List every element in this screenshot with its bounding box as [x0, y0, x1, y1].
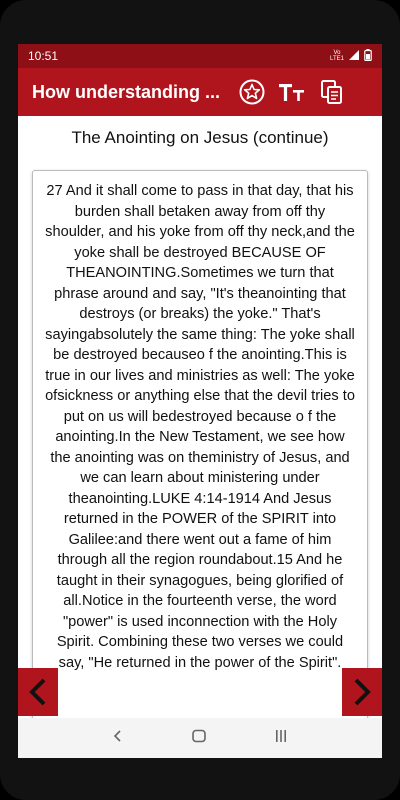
back-icon: [111, 729, 125, 743]
home-icon: [191, 728, 207, 744]
star-icon: [239, 79, 265, 105]
battery-icon: [364, 49, 372, 63]
status-bar: [18, 44, 382, 68]
system-home-button[interactable]: [191, 728, 207, 749]
recents-icon: [273, 728, 289, 744]
app-title: How understanding ...: [32, 81, 220, 102]
page-title: The Anointing on Jesus (continue): [71, 128, 329, 147]
copy-icon: [320, 79, 344, 105]
volte-label: Vo LTE1: [330, 50, 344, 62]
text-size-button[interactable]: [272, 68, 312, 116]
chevron-right-icon: [351, 677, 373, 707]
status-icons: [330, 49, 372, 63]
system-nav-bar: [18, 718, 382, 758]
status-time: 10:51: [28, 49, 59, 63]
chevron-left-icon: [27, 677, 49, 707]
next-page-button[interactable]: [342, 668, 382, 716]
screen: [18, 44, 382, 758]
copy-button[interactable]: [312, 68, 352, 116]
article-text: 27 And it shall come to pass in that day, that his burden shall betaken away from off thy shoulder, and his yoke from off thy neck,and the yoke shall be destroyed BECAUSE OF THEANOINTING.Sometimes we turn that phrase around and say, "It's theanointing that destroys (or breaks) the yoke." That's sayingabsolutely the same thing: The yoke shall be destroyed becauseo f the anointing.This is true in our lives and ministries as well: The yoke ofsickness or anything else that the devil tries to put on us will bedestroyed because o f the anointing.In the New Testament, we see how the anointing was on theministry of Jesus, and we can learn about ministering under theanointing.LUKE 4:14-1914 And Jesus returned in the POWER of the SPIRIT into Galilee:and there went out a fame of him through all the region roundabout.15 And he taught in their synagogues, being glorified of all.Notice in the fourteenth verse, the word "power" is used inconnection with the Holy Spirit. Combining these two verses we could say, "He returned in the power of the Spirit".: [45, 183, 355, 671]
previous-page-button[interactable]: [18, 668, 58, 716]
app-bar: [18, 68, 382, 116]
signal-icon: [349, 50, 359, 62]
system-back-button[interactable]: [111, 729, 125, 748]
system-recents-button[interactable]: [273, 728, 289, 749]
content-scroll-area[interactable]: [32, 170, 368, 720]
favorite-button[interactable]: [232, 68, 272, 116]
text-size-icon: [278, 81, 306, 103]
